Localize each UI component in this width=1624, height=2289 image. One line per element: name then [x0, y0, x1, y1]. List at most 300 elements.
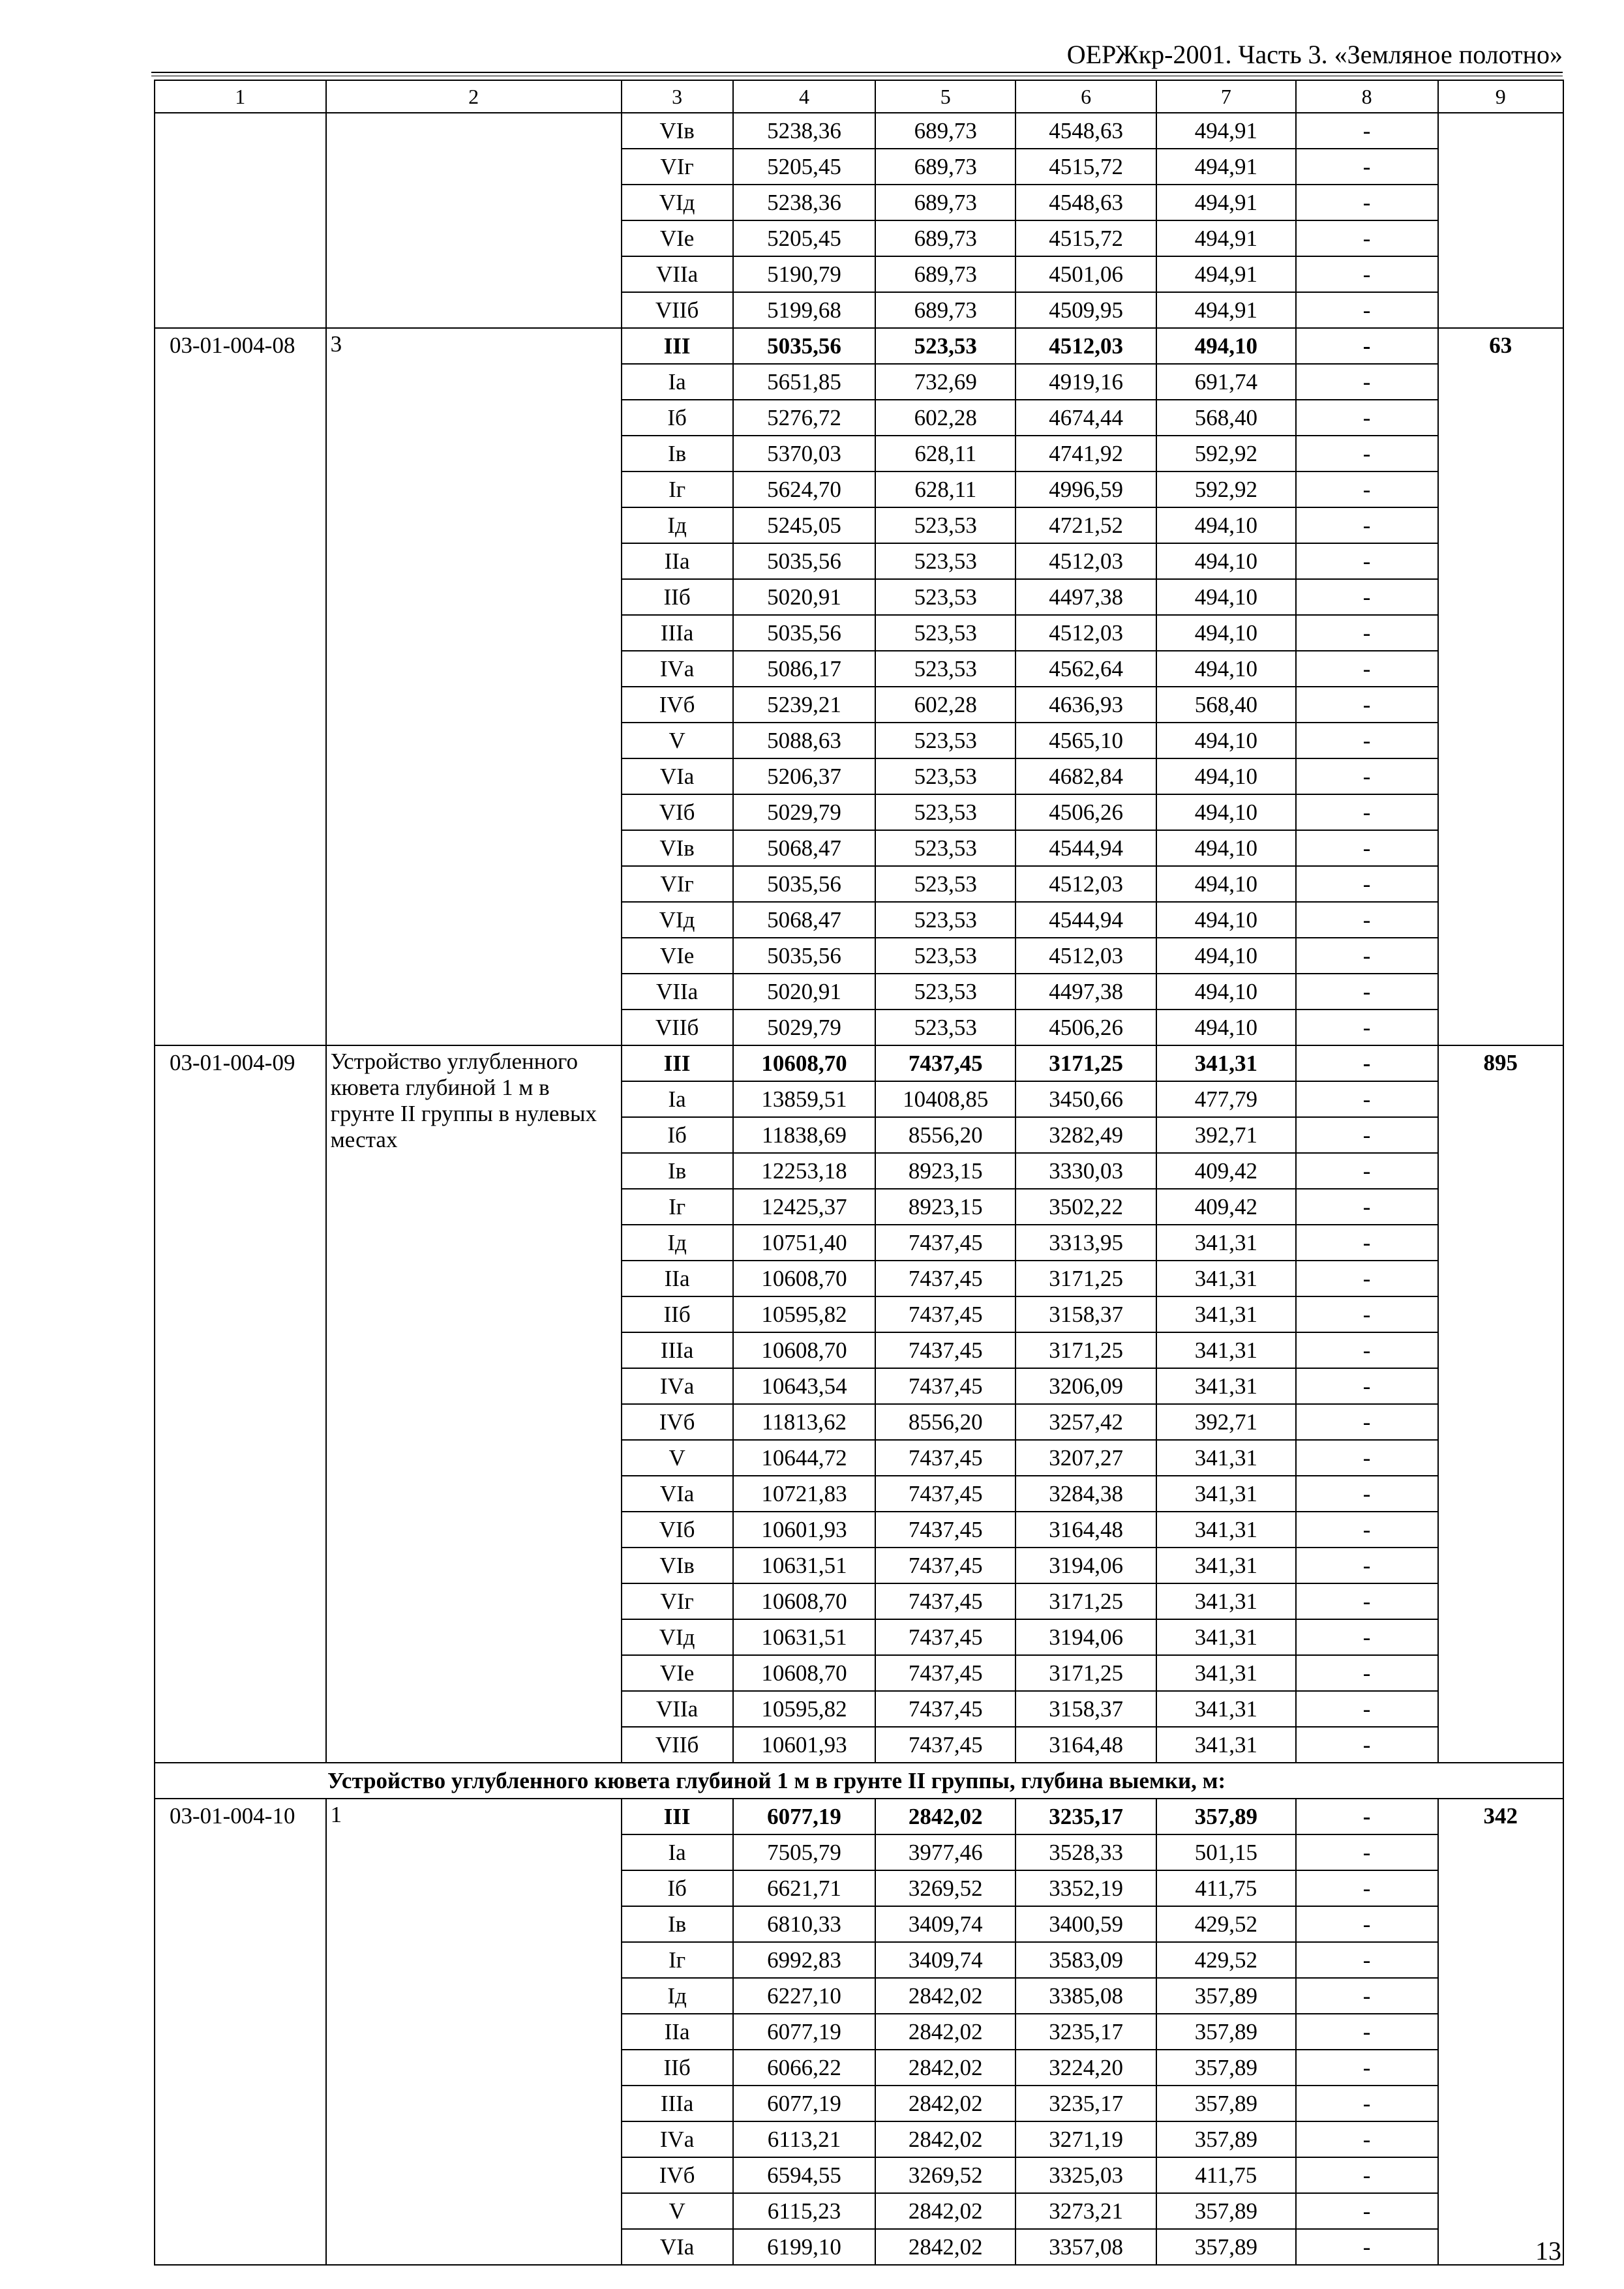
value-cell: -: [1296, 1117, 1438, 1153]
value-cell: 3977,46: [875, 1834, 1015, 1870]
value-cell: 2842,02: [875, 2086, 1015, 2121]
value-cell: 357,89: [1156, 2193, 1296, 2229]
value-cell: 8923,15: [875, 1189, 1015, 1225]
value-cell: 357,89: [1156, 2014, 1296, 2050]
value-cell: 6077,19: [733, 2014, 876, 2050]
value-cell: -: [1296, 543, 1438, 579]
value-cell: -: [1296, 758, 1438, 794]
value-cell: -: [1296, 471, 1438, 507]
value-cell: 341,31: [1156, 1619, 1296, 1655]
value-cell: 5205,45: [733, 220, 876, 256]
column-number: 9: [1438, 80, 1563, 113]
zone-cell: IIIа: [622, 1332, 733, 1368]
value-cell: -: [1296, 436, 1438, 471]
value-cell: 7437,45: [875, 1045, 1015, 1081]
value-cell: 7437,45: [875, 1261, 1015, 1296]
value-cell: 7437,45: [875, 1727, 1015, 1763]
value-cell: -: [1296, 1619, 1438, 1655]
value-cell: 5035,56: [733, 615, 876, 651]
value-cell: 2842,02: [875, 2229, 1015, 2265]
section-heading: Устройство углубленного кювета глубиной 1 м в грунте II группы, глубина выемки, м:: [155, 1763, 1563, 1799]
value-cell: 429,52: [1156, 1906, 1296, 1942]
zone-cell: Iб: [622, 400, 733, 436]
value-cell: 494,91: [1156, 292, 1296, 328]
value-cell: -: [1296, 1010, 1438, 1045]
value-cell: 3171,25: [1015, 1583, 1156, 1619]
value-cell: 4996,59: [1015, 471, 1156, 507]
value-cell: 11838,69: [733, 1117, 876, 1153]
rate-description: Устройство углубленного кювета глубиной 1 м в грунте II группы в нулевых местах: [326, 1045, 622, 1763]
value-cell: 6199,10: [733, 2229, 876, 2265]
column-number: 6: [1015, 80, 1156, 113]
value-cell: 4512,03: [1015, 615, 1156, 651]
zone-cell: V: [622, 723, 733, 758]
value-cell: 4636,93: [1015, 687, 1156, 723]
value-cell: 5035,56: [733, 328, 876, 364]
value-cell: 5370,03: [733, 436, 876, 471]
value-cell: -: [1296, 2193, 1438, 2229]
value-cell: 10595,82: [733, 1296, 876, 1332]
value-cell: 3502,22: [1015, 1189, 1156, 1225]
value-cell: 409,42: [1156, 1189, 1296, 1225]
zone-cell: III: [622, 1799, 733, 1834]
value-cell: 689,73: [875, 220, 1015, 256]
value-cell: 3273,21: [1015, 2193, 1156, 2229]
value-cell: 4512,03: [1015, 938, 1156, 974]
value-cell: 6227,10: [733, 1978, 876, 2014]
value-cell: -: [1296, 1368, 1438, 1404]
value-cell: 341,31: [1156, 1548, 1296, 1583]
zone-cell: Iд: [622, 1978, 733, 2014]
value-cell: 4497,38: [1015, 579, 1156, 615]
value-cell: 494,10: [1156, 1010, 1296, 1045]
value-cell: 2842,02: [875, 1799, 1015, 1834]
value-cell: 3269,52: [875, 1870, 1015, 1906]
value-cell: 494,10: [1156, 651, 1296, 687]
zone-cell: Iг: [622, 1942, 733, 1978]
value-cell: 10631,51: [733, 1619, 876, 1655]
value-cell: 4515,72: [1015, 149, 1156, 185]
value-cell: 341,31: [1156, 1045, 1296, 1081]
value-cell: 2842,02: [875, 1978, 1015, 2014]
value-cell: 4565,10: [1015, 723, 1156, 758]
page-number: 13: [1535, 2236, 1561, 2266]
value-cell: 7437,45: [875, 1548, 1015, 1583]
zone-cell: IVа: [622, 651, 733, 687]
value-cell: 357,89: [1156, 2121, 1296, 2157]
value-cell: 6077,19: [733, 2086, 876, 2121]
zone-cell: VIIа: [622, 256, 733, 292]
value-cell: 592,92: [1156, 436, 1296, 471]
value-cell: -: [1296, 1870, 1438, 1906]
value-cell: -: [1296, 1978, 1438, 2014]
value-cell: 3171,25: [1015, 1261, 1156, 1296]
value-cell: 357,89: [1156, 1799, 1296, 1834]
value-cell: -: [1296, 1942, 1438, 1978]
value-cell: 523,53: [875, 866, 1015, 902]
value-cell: -: [1296, 651, 1438, 687]
value-cell: -: [1296, 1548, 1438, 1583]
value-cell: 3282,49: [1015, 1117, 1156, 1153]
value-cell: 411,75: [1156, 2157, 1296, 2193]
zone-cell: VIа: [622, 1476, 733, 1512]
zone-cell: VIе: [622, 938, 733, 974]
value-cell: 523,53: [875, 974, 1015, 1010]
value-cell: 3158,37: [1015, 1691, 1156, 1727]
value-cell: 3528,33: [1015, 1834, 1156, 1870]
value-cell: 10631,51: [733, 1548, 876, 1583]
value-cell: 3235,17: [1015, 2014, 1156, 2050]
value-cell: 732,69: [875, 364, 1015, 400]
value-cell: 7437,45: [875, 1332, 1015, 1368]
zone-cell: Iб: [622, 1870, 733, 1906]
value-cell: 3313,95: [1015, 1225, 1156, 1261]
value-cell: 6115,23: [733, 2193, 876, 2229]
column-number: 2: [326, 80, 622, 113]
value-cell: 429,52: [1156, 1942, 1296, 1978]
value-cell: 8556,20: [875, 1404, 1015, 1440]
value-cell: -: [1296, 1691, 1438, 1727]
value-cell: -: [1296, 149, 1438, 185]
total-cell: [1438, 113, 1563, 328]
value-cell: 689,73: [875, 149, 1015, 185]
value-cell: 10408,85: [875, 1081, 1015, 1117]
zone-cell: IIа: [622, 1261, 733, 1296]
zone-cell: IVа: [622, 2121, 733, 2157]
value-cell: 10643,54: [733, 1368, 876, 1404]
value-cell: 4544,94: [1015, 902, 1156, 938]
value-cell: -: [1296, 579, 1438, 615]
zone-cell: Iв: [622, 436, 733, 471]
value-cell: -: [1296, 507, 1438, 543]
value-cell: 10721,83: [733, 1476, 876, 1512]
value-cell: 3271,19: [1015, 2121, 1156, 2157]
value-cell: 494,10: [1156, 974, 1296, 1010]
value-cell: 4515,72: [1015, 220, 1156, 256]
value-cell: 3158,37: [1015, 1296, 1156, 1332]
value-cell: 494,91: [1156, 149, 1296, 185]
value-cell: 4512,03: [1015, 866, 1156, 902]
value-cell: 6621,71: [733, 1870, 876, 1906]
value-cell: -: [1296, 292, 1438, 328]
value-cell: 10608,70: [733, 1045, 876, 1081]
value-cell: -: [1296, 938, 1438, 974]
value-cell: 523,53: [875, 615, 1015, 651]
value-cell: 4544,94: [1015, 830, 1156, 866]
zone-cell: VIIб: [622, 1010, 733, 1045]
value-cell: 3409,74: [875, 1906, 1015, 1942]
value-cell: -: [1296, 1081, 1438, 1117]
zone-cell: IIб: [622, 1296, 733, 1332]
value-cell: 357,89: [1156, 1978, 1296, 2014]
value-cell: -: [1296, 902, 1438, 938]
zone-cell: IVб: [622, 2157, 733, 2193]
value-cell: 341,31: [1156, 1368, 1296, 1404]
value-cell: 4506,26: [1015, 794, 1156, 830]
zone-cell: Iв: [622, 1906, 733, 1942]
value-cell: 691,74: [1156, 364, 1296, 400]
table-row: [155, 1799, 1563, 1834]
zone-cell: Iд: [622, 1225, 733, 1261]
value-cell: 411,75: [1156, 1870, 1296, 1906]
value-cell: -: [1296, 615, 1438, 651]
value-cell: 5068,47: [733, 902, 876, 938]
value-cell: 357,89: [1156, 2086, 1296, 2121]
value-cell: 628,11: [875, 436, 1015, 471]
value-cell: 4674,44: [1015, 400, 1156, 436]
value-cell: 5238,36: [733, 185, 876, 220]
value-cell: 4506,26: [1015, 1010, 1156, 1045]
value-cell: 10644,72: [733, 1440, 876, 1476]
value-cell: 523,53: [875, 758, 1015, 794]
value-cell: -: [1296, 185, 1438, 220]
value-cell: -: [1296, 1476, 1438, 1512]
rate-description: 3: [326, 328, 622, 1045]
value-cell: 341,31: [1156, 1691, 1296, 1727]
value-cell: 4548,63: [1015, 113, 1156, 149]
value-cell: 4682,84: [1015, 758, 1156, 794]
zone-cell: Iб: [622, 1117, 733, 1153]
column-number-row: [155, 80, 1563, 113]
value-cell: 568,40: [1156, 400, 1296, 436]
rate-code: 03-01-004-08: [155, 328, 326, 1045]
value-cell: 6992,83: [733, 1942, 876, 1978]
value-cell: 7437,45: [875, 1296, 1015, 1332]
value-cell: 494,91: [1156, 256, 1296, 292]
value-cell: 12425,37: [733, 1189, 876, 1225]
value-cell: 494,10: [1156, 723, 1296, 758]
value-cell: 7437,45: [875, 1476, 1015, 1512]
value-cell: -: [1296, 723, 1438, 758]
value-cell: -: [1296, 2229, 1438, 2265]
column-number: 1: [155, 80, 326, 113]
zone-cell: VIд: [622, 1619, 733, 1655]
zone-cell: Iа: [622, 364, 733, 400]
value-cell: 5088,63: [733, 723, 876, 758]
value-cell: 5205,45: [733, 149, 876, 185]
value-cell: -: [1296, 1404, 1438, 1440]
value-cell: -: [1296, 1332, 1438, 1368]
rate-description: 1: [326, 1799, 622, 2265]
value-cell: -: [1296, 364, 1438, 400]
value-cell: 2842,02: [875, 2121, 1015, 2157]
value-cell: 341,31: [1156, 1296, 1296, 1332]
value-cell: 523,53: [875, 543, 1015, 579]
value-cell: 523,53: [875, 723, 1015, 758]
value-cell: 689,73: [875, 113, 1015, 149]
zone-cell: VIб: [622, 794, 733, 830]
zone-cell: IIIа: [622, 615, 733, 651]
value-cell: 4509,95: [1015, 292, 1156, 328]
value-cell: 3164,48: [1015, 1727, 1156, 1763]
value-cell: 341,31: [1156, 1655, 1296, 1691]
value-cell: 3257,42: [1015, 1404, 1156, 1440]
zone-cell: Iв: [622, 1153, 733, 1189]
zone-cell: VIе: [622, 1655, 733, 1691]
value-cell: 392,71: [1156, 1404, 1296, 1440]
value-cell: 4562,64: [1015, 651, 1156, 687]
value-cell: 10608,70: [733, 1583, 876, 1619]
value-cell: 689,73: [875, 185, 1015, 220]
value-cell: 7437,45: [875, 1225, 1015, 1261]
value-cell: -: [1296, 1189, 1438, 1225]
value-cell: 5199,68: [733, 292, 876, 328]
value-cell: 523,53: [875, 579, 1015, 615]
value-cell: 494,10: [1156, 830, 1296, 866]
value-cell: 3171,25: [1015, 1045, 1156, 1081]
value-cell: 3409,74: [875, 1942, 1015, 1978]
total-cell: 895: [1438, 1045, 1563, 1763]
value-cell: 3171,25: [1015, 1655, 1156, 1691]
zone-cell: VIIб: [622, 1727, 733, 1763]
value-cell: 494,10: [1156, 328, 1296, 364]
document-header-title: ОЕРЖкр-2001. Часть 3. «Земляное полотно»: [1066, 40, 1563, 69]
value-cell: 5206,37: [733, 758, 876, 794]
zone-cell: VIа: [622, 758, 733, 794]
total-cell: 63: [1438, 328, 1563, 1045]
value-cell: -: [1296, 866, 1438, 902]
value-cell: 494,10: [1156, 507, 1296, 543]
value-cell: 568,40: [1156, 687, 1296, 723]
value-cell: 494,10: [1156, 794, 1296, 830]
value-cell: 10595,82: [733, 1691, 876, 1727]
value-cell: -: [1296, 1727, 1438, 1763]
value-cell: 5239,21: [733, 687, 876, 723]
column-number: 3: [622, 80, 733, 113]
value-cell: 523,53: [875, 830, 1015, 866]
value-cell: -: [1296, 687, 1438, 723]
value-cell: -: [1296, 2086, 1438, 2121]
zone-cell: IIб: [622, 579, 733, 615]
value-cell: 3352,19: [1015, 1870, 1156, 1906]
value-cell: 6077,19: [733, 1799, 876, 1834]
value-cell: 523,53: [875, 794, 1015, 830]
value-cell: 341,31: [1156, 1476, 1296, 1512]
value-cell: 357,89: [1156, 2050, 1296, 2086]
value-cell: -: [1296, 1906, 1438, 1942]
value-cell: 494,91: [1156, 185, 1296, 220]
value-cell: 4741,92: [1015, 436, 1156, 471]
value-cell: -: [1296, 794, 1438, 830]
value-cell: 3284,38: [1015, 1476, 1156, 1512]
zone-cell: Iа: [622, 1081, 733, 1117]
value-cell: 3269,52: [875, 2157, 1015, 2193]
value-cell: 5086,17: [733, 651, 876, 687]
zone-cell: Iг: [622, 1189, 733, 1225]
rate-code: 03-01-004-10: [155, 1799, 326, 2265]
value-cell: 6066,22: [733, 2050, 876, 2086]
value-cell: -: [1296, 1153, 1438, 1189]
zone-cell: VIб: [622, 1512, 733, 1548]
value-cell: 523,53: [875, 1010, 1015, 1045]
zone-cell: VIе: [622, 220, 733, 256]
value-cell: 5190,79: [733, 256, 876, 292]
value-cell: 602,28: [875, 687, 1015, 723]
value-cell: -: [1296, 974, 1438, 1010]
zone-cell: VIв: [622, 1548, 733, 1583]
value-cell: 13859,51: [733, 1081, 876, 1117]
zone-cell: VIIа: [622, 1691, 733, 1727]
value-cell: -: [1296, 328, 1438, 364]
rates-table: [154, 80, 1564, 2266]
value-cell: 523,53: [875, 902, 1015, 938]
column-number: 8: [1296, 80, 1438, 113]
value-cell: 12253,18: [733, 1153, 876, 1189]
value-cell: 341,31: [1156, 1727, 1296, 1763]
zone-cell: IIIа: [622, 2086, 733, 2121]
value-cell: 501,15: [1156, 1834, 1296, 1870]
value-cell: 341,31: [1156, 1512, 1296, 1548]
value-cell: 5035,56: [733, 543, 876, 579]
value-cell: 5276,72: [733, 400, 876, 436]
header-rule: [151, 72, 1563, 73]
value-cell: 341,31: [1156, 1440, 1296, 1476]
zone-cell: VIв: [622, 830, 733, 866]
value-cell: 4512,03: [1015, 328, 1156, 364]
value-cell: 3450,66: [1015, 1081, 1156, 1117]
value-cell: 341,31: [1156, 1332, 1296, 1368]
value-cell: 341,31: [1156, 1261, 1296, 1296]
value-cell: -: [1296, 220, 1438, 256]
value-cell: 5029,79: [733, 794, 876, 830]
value-cell: 5020,91: [733, 579, 876, 615]
column-number: 7: [1156, 80, 1296, 113]
value-cell: 4497,38: [1015, 974, 1156, 1010]
value-cell: 4512,03: [1015, 543, 1156, 579]
rate-code: 03-01-004-09: [155, 1045, 326, 1763]
value-cell: 4548,63: [1015, 185, 1156, 220]
value-cell: 523,53: [875, 651, 1015, 687]
value-cell: 3325,03: [1015, 2157, 1156, 2193]
value-cell: 494,10: [1156, 615, 1296, 651]
rate-description: [326, 113, 622, 328]
value-cell: 5029,79: [733, 1010, 876, 1045]
value-cell: 341,31: [1156, 1225, 1296, 1261]
value-cell: 10608,70: [733, 1655, 876, 1691]
value-cell: 3171,25: [1015, 1332, 1156, 1368]
value-cell: 3330,03: [1015, 1153, 1156, 1189]
value-cell: -: [1296, 1834, 1438, 1870]
value-cell: -: [1296, 2121, 1438, 2157]
table-row: [155, 328, 1563, 364]
value-cell: 523,53: [875, 507, 1015, 543]
value-cell: 2842,02: [875, 2193, 1015, 2229]
value-cell: 628,11: [875, 471, 1015, 507]
zone-cell: Iа: [622, 1834, 733, 1870]
value-cell: 4919,16: [1015, 364, 1156, 400]
zone-cell: VIг: [622, 1583, 733, 1619]
table-row: [155, 113, 1563, 149]
value-cell: -: [1296, 2050, 1438, 2086]
value-cell: 523,53: [875, 328, 1015, 364]
value-cell: 10601,93: [733, 1512, 876, 1548]
value-cell: -: [1296, 1583, 1438, 1619]
value-cell: -: [1296, 830, 1438, 866]
value-cell: 6113,21: [733, 2121, 876, 2157]
value-cell: 3207,27: [1015, 1440, 1156, 1476]
zone-cell: VIг: [622, 149, 733, 185]
value-cell: 4501,06: [1015, 256, 1156, 292]
value-cell: 7437,45: [875, 1512, 1015, 1548]
zone-cell: IIа: [622, 2014, 733, 2050]
value-cell: 5035,56: [733, 866, 876, 902]
value-cell: 10751,40: [733, 1225, 876, 1261]
value-cell: -: [1296, 1261, 1438, 1296]
value-cell: 7437,45: [875, 1619, 1015, 1655]
value-cell: 494,91: [1156, 220, 1296, 256]
value-cell: 2842,02: [875, 2050, 1015, 2086]
value-cell: 494,10: [1156, 938, 1296, 974]
